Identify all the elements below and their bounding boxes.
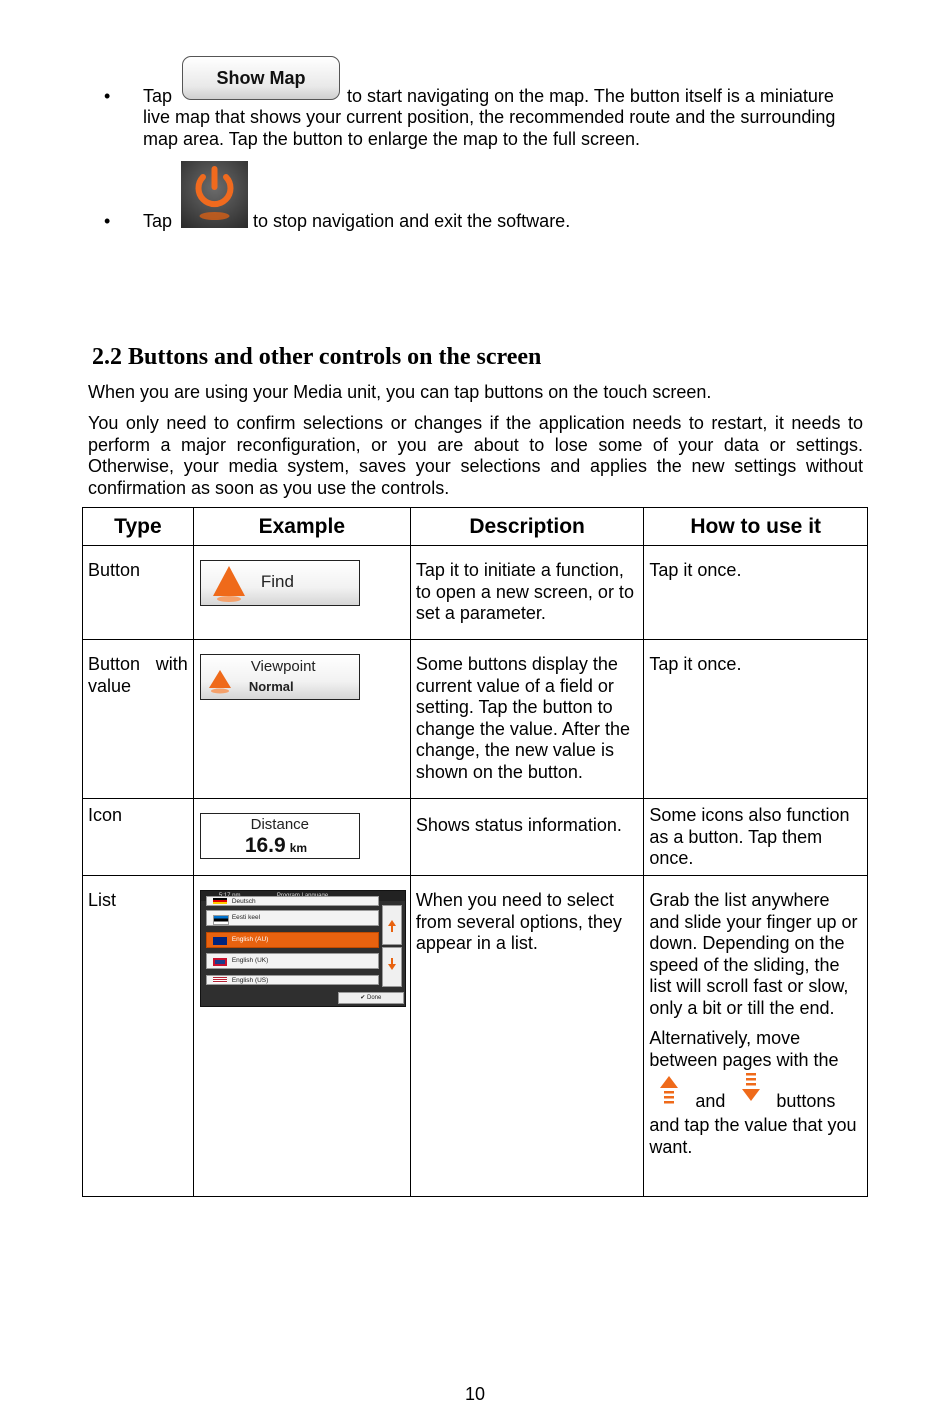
type-cell: Button [88,560,141,580]
bullet-text: to stop navigation and exit the software. [253,211,571,231]
viewpoint-button-value: Normal [248,679,294,694]
arrow-up-icon [383,906,401,944]
bullet-tap-text: Tap [143,211,173,231]
bullet-tap-text: Tap [143,86,173,106]
column-header: How to use it [644,508,868,546]
description-cell: When you need to select from several options, they appear in a list. [415,890,622,953]
how-cell [644,876,867,1158]
show-map-button[interactable] [182,56,340,100]
bullet-dot: • [104,86,111,106]
list-item[interactable]: English (US) [206,975,379,985]
flag-us-icon [213,977,227,983]
description-cell: Some buttons display the current value of a field or setting. Tap the button to change the value. After the change, the new value is shown on the button. [415,654,630,782]
table-row [83,546,868,640]
how-cell: Tap it once. [649,560,742,580]
distance-unit: km [289,841,308,855]
page-number: 10 [464,1384,486,1404]
flag-ee-icon [213,915,229,925]
viewpoint-arrow-icon [207,668,233,696]
list-item-selected[interactable]: English (AU) [206,932,379,948]
bullet-text: to start navigating on the map. The button itself is a miniature [347,86,834,106]
how-cell: Tap it once. [649,654,742,674]
distance-label: Distance [250,816,309,833]
how-paragraph: Alternatively, move between pages with the [649,1028,839,1070]
power-button[interactable] [181,161,248,228]
list-screenshot[interactable] [200,890,406,1007]
distance-icon [200,813,360,859]
show-map-button-label: Show Map [216,67,306,88]
type-cell: List [88,890,117,910]
table-row [83,876,868,1197]
done-label: Done [367,995,382,1001]
flag-au-icon [213,937,227,945]
how-cell: Some icons also function as a button. Tap them once. [649,805,850,868]
flag-uk-icon [213,958,227,966]
and-text: and [695,1091,726,1111]
bullet-text: live map that shows your current position, the recommended route and the surrounding [143,107,836,127]
type-cell: Button with value [88,654,188,696]
list-item[interactable]: Eesti keel [206,910,379,926]
flag-de-icon [213,898,227,904]
find-button-label: Find [260,572,294,591]
power-icon [181,161,248,228]
page-up-button[interactable] [382,905,402,945]
bullet-text: map area. Tap the button to enlarge the map to the full screen. [143,129,640,149]
description-cell: Shows status information. [415,815,622,835]
controls-table [82,507,868,1197]
column-header: Type [83,508,194,546]
page-down-button[interactable] [382,947,402,987]
column-header: Description [410,508,644,546]
table-header-row [83,508,868,546]
arrow-down-icon [383,948,401,986]
table-row [83,640,868,799]
viewpoint-button[interactable] [200,654,360,700]
distance-value: 16.9 km [244,834,308,857]
page-down-arrow-icon [740,1071,762,1103]
description-cell: Tap it to initiate a function, to open a new screen, or to set a parameter. [415,560,634,623]
done-button[interactable] [338,992,404,1004]
type-cell: Icon [88,805,123,825]
table-row [83,799,868,876]
viewpoint-button-label: Viewpoint [250,658,316,675]
how-arrows-line [649,1071,862,1115]
how-paragraph: Grab the list anywhere and slide your finger up or down. Depending on the speed of the sliding, the list will scroll fast or slow, only a bit or till the end. [649,890,858,1018]
list-item[interactable]: English (UK) [206,953,379,969]
paragraph: When you are using your Media unit, you can tap buttons on the touch screen. [88,382,712,402]
paragraph: You only need to confirm selections or changes if the application needs to restart, it needs to perform a major reconfiguration, or you are about to lose some of your data or settings. Otherwise, your media system, saves your selections and applies the new settings without confirmation as soon as you use the controls. [88,413,863,498]
find-arrow-icon [211,564,247,604]
buttons-text: buttons [776,1091,836,1111]
find-button[interactable] [200,560,360,606]
list-item[interactable]: Deutsch [206,896,379,906]
page-up-arrow-icon [658,1075,680,1107]
check-icon: ✔ [360,995,367,1001]
column-header: Example [193,508,410,546]
bullet-dot: • [104,211,111,231]
section-heading: 2.2 Buttons and other controls on the screen [92,344,542,370]
how-paragraph: and tap the value that you want. [649,1115,857,1157]
